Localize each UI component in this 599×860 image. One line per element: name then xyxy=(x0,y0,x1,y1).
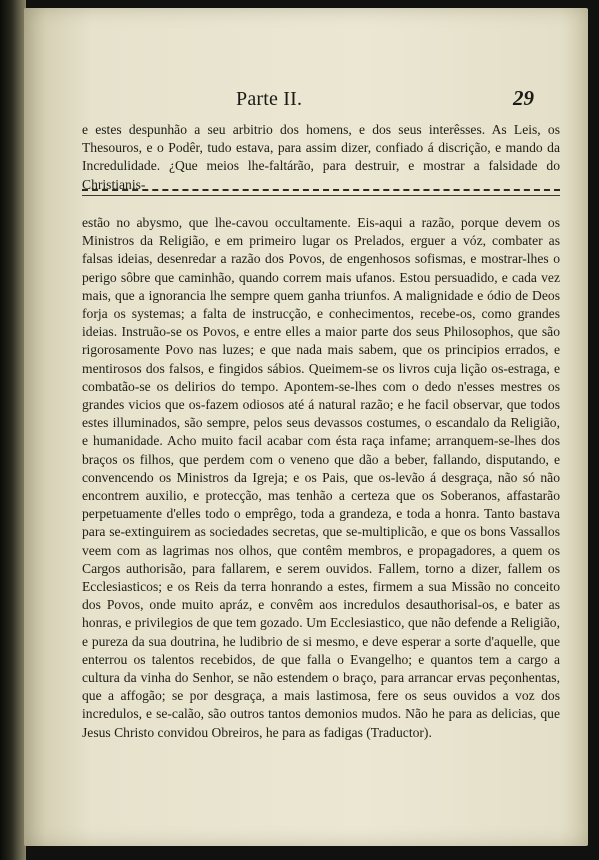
paragraph-continued: e estes despunhão a seu arbitrio dos homens, e dos seus interêsses. As Leis, os Thesouros, e o Podêr, tudo estava, para assim dizer, confiado á discrição, e mando da Incredulidade. ¿Que meios lhe-faltárão, para destruir, e mostrar a falsidade do Christianis- xyxy=(82,122,560,192)
body-text-top xyxy=(82,121,560,194)
page-header xyxy=(24,88,588,118)
paragraph-footnote: estão no abysmo, que lhe-cavou occultamente. Eis-aqui a razão, porque devem os Ministros da Religião, e em primeiro lugar os Prelados, erguer a vóz, combater as falsas ideias, desenredar a razão dos Povos, de engenhosos sofismas, e mostrar-lhes o perigo sôbre que caminhão, quando correm mais ufanos. Estou persuadido, e cada vez mais, que a ignorancia lhe sempre quem ganha triunfos. A malignidade e ódio de Deos forja os systemas; a falta de instrucção, e conhecimentos, recebe-os, como grandes ideias. Instruão-se os Povos, e entre elles a maior parte dos seus Philosophos, que são rigorosamente Povo nas luzes; e que nada mais sabem, que os principios errados, e mentirosos dos falsos, e fingidos sábios. Queimem-se os livros cuja lição os-estraga, e combatão-se os delirios do tempo. Apontem-se-lhes com o dedo n'esses mestres os grandes vicios que os-fazem odiosos até á natural razão; e he facil observar, que todos estes illuminados, são sempre, pelos seus devassos costumes, o escandalo da Religião, e humanidade. Acho muito facil acabar com ésta raça infame; arranquem-se-lhes dos braços os filhos, que perdem com o veneno que dão a beber, fallando, disputando, e convencendo os Ministros da Igreja; e os Pais, que os-levão á desgraça, não só não encontrem auxilio, e protecção, mas tenhão a certeza que os Soberanos, affastarão perpetuamente d'elles todo o emprêgo, toda a grandeza, e toda a honra. Tanto bastava para se-extinguirem as sociedades secretas, que se-multiplicão, e que os bons Vassallos veem com as lagrimas nos olhos, que contêm membros, e propagadores, a quem os Cargos authorisão, para fallarem, e serem ouvidos. Fallem, torno a dizer, fallem os Ecclesiasticos; e os Reis da terra honrando a estes, firmem a sua Missão no conceito dos Povos, onde muito apráz, e convêm aos incredulos desauthorisal-os, e bater as honras, e privilegios de que tem gozado. Um Ecclesiastico, que não defende a Religião, e pureza da sua doutrina, he ludibrio de si mesmo, e deve esperar a sorte d'aquelle, que enterrou os talentos recebidos, de que falla o Evangelho; e quantos tem a cargo a cultura da vinha do Senhor, se não estendem o braço, para arrancar ervas peçonhentas, que a affogão; se por desgraça, a mais lastimosa, fere os seus ouvidos a voz dos incredulos, e se-calão, são outros tantos demonios mudos. Não he para as delicias, que Jesus Christo convidou Obreiros, he para as fadigas (Traductor). xyxy=(82,215,560,740)
book-page xyxy=(24,8,588,846)
body-text-footnote xyxy=(82,214,560,742)
book-binding-shadow xyxy=(0,0,26,860)
footnote-divider xyxy=(82,189,560,196)
running-head: Parte II. xyxy=(236,88,303,110)
page-number: 29 xyxy=(513,86,534,110)
